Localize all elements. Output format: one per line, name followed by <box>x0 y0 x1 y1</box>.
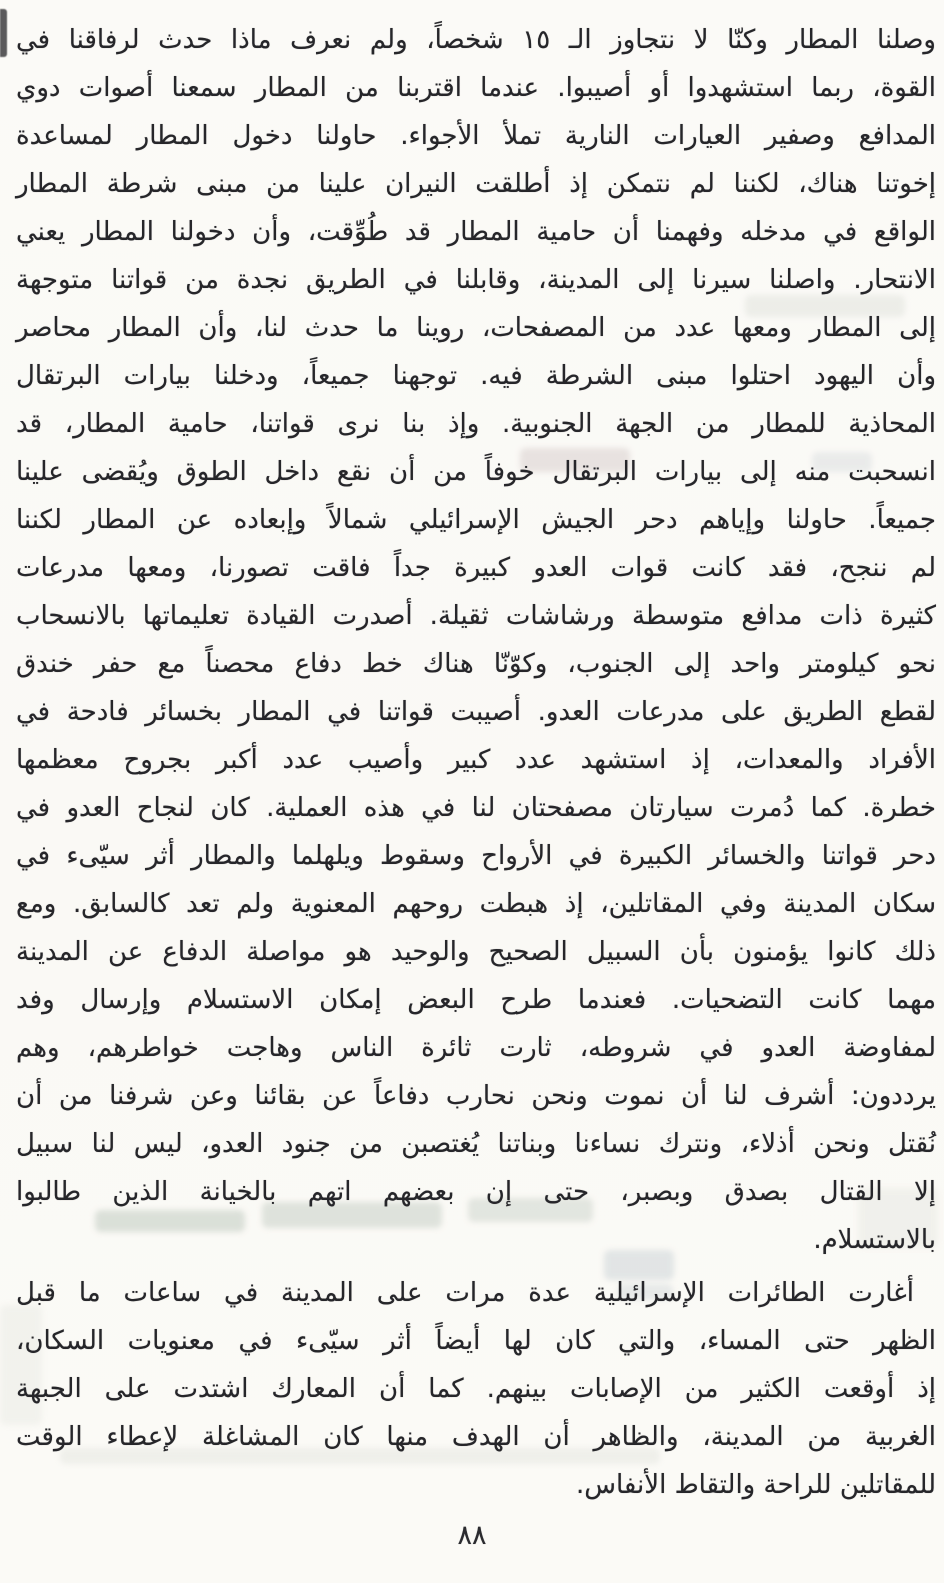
scan-edge-artifact <box>0 9 7 57</box>
text-line: إذ أوقعت الكثير من الإصابات بينهم. كما أن المعارك اشتدت على الجبهة <box>16 1374 936 1404</box>
text-line: كثيرة ذات مدافع متوسطة ورشاشات ثقيلة. أصدرت القيادة تعليماتها بالانسحاب <box>16 601 936 631</box>
text-line: الانتحار. واصلنا سيرنا إلى المدينة، وقابلنا في الطريق نجدة من قواتنا متوجهة <box>16 265 936 295</box>
text-line: خطرة. كما دُمرت سيارتان مصفحتان لنا في هذه العملية. كان لنجاح العدو في <box>16 793 936 823</box>
text-line: دحر قواتنا والخسائر الكبيرة في الأرواح وسقوط ويلهلما والمطار أثر سيّىء في <box>16 841 936 871</box>
text-line: جميعاً. حاولنا وإياهم دحر الجيش الإسرائيلي شمالاً وإبعاده عن المطار لكننا <box>16 505 936 535</box>
text-line: أغارت الطائرات الإسرائيلية عدة مرات على المدينة في ساعات ما قبل <box>16 1278 914 1308</box>
text-line: وأن اليهود احتلوا مبنى الشرطة فيه. توجهنا جميعاً، ودخلنا بيارات البرتقال <box>16 361 936 391</box>
text-line: إخوتنا هناك، لكننا لم نتمكن إذ أطلقت النيران علينا من مبنى شرطة المطار <box>16 169 936 199</box>
body-text <box>16 16 936 1509</box>
text-line: ذلك كانوا يؤمنون بأن السبيل الصحيح والوحيد هو مواصلة الدفاع عن المدينة <box>16 937 936 967</box>
text-line: لقطع الطريق على مدرعات العدو. أصيبت قواتنا في المطار بخسائر فادحة في <box>16 697 936 727</box>
text-line: الواقع في مدخله وفهمنا أن حامية المطار قد طُوِّقت، وأن دخولنا المطار يعني <box>16 217 936 247</box>
text-line: سكان المدينة وفي المقاتلين، إذ هبطت روحهم المعنوية ولم تعد كالسابق. ومع <box>16 889 936 919</box>
text-line: نُقتل ونحن أذلاء، ونترك نساءنا وبناتنا يُغتصبن من جنود العدو، ليس لنا سبيل <box>16 1129 936 1159</box>
text-line: إلى المطار ومعها عدد من المصفحات، روينا ما حدث لنا، وأن المطار محاصر <box>16 313 936 343</box>
text-line: لم ننجح، فقد كانت قوات العدو كبيرة جداً فاقت تصورنا، ومعها مدرعات <box>16 553 936 583</box>
text-line: لمفاوضة العدو في شروطه، ثارت ثائرة الناس وهاجت خواطرهم، وهم <box>16 1033 936 1063</box>
text-line: مهما كانت التضحيات. فعندما طرح البعض إمكان الاستسلام وإرسال وفد <box>16 985 936 1015</box>
paragraph <box>16 16 936 1264</box>
text-line: بالاستسلام. <box>813 1225 936 1255</box>
text-line: المحاذية للمطار من الجهة الجنوبية. وإذ بنا نرى قواتنا، حامية المطار، قد <box>16 409 936 439</box>
text-line: الأفراد والمعدات، إذ استشهد عدد كبير وأصيب عدد أكبر بجروح معظمها <box>16 745 936 775</box>
text-line: إلا القتال بصدق وبصبر، حتى إن بعضهم اتهم بالخيانة الذين طالبوا <box>16 1177 936 1207</box>
text-line: يرددون: أشرف لنا أن نموت ونحن نحارب دفاعاً عن بقائنا وعن شرفنا من أن <box>16 1081 936 1111</box>
text-line: القوة، ربما استشهدوا أو أصيبوا. عندما اقتربنا من المطار سمعنا أصوات دوي <box>16 73 936 103</box>
text-line: للمقاتلين للراحة والتقاط الأنفاس. <box>575 1470 936 1500</box>
text-line: انسحبت منه إلى بيارات البرتقال خوفاً من أن نقع داخل الطوق ويُقضى علينا <box>16 457 936 487</box>
text-line: الغربية من المدينة، والظاهر أن الهدف منها كان المشاغلة لإعطاء الوقت <box>16 1422 936 1452</box>
paragraph <box>16 1269 936 1509</box>
text-line: وصلنا المطار وكنّا لا نتجاوز الـ ١٥ شخصاً، ولم نعرف ماذا حدث لرفاقنا في <box>16 25 936 55</box>
text-line: نحو كيلومتر واحد إلى الجنوب، وكوّنّا هناك خط دفاع محصناً مع حفر خندق <box>16 649 936 679</box>
page-number: ٨٨ <box>457 1520 487 1551</box>
text-line: الظهر حتى المساء، والتي كان لها أيضاً أثر سيّىء في معنويات السكان، <box>16 1326 936 1356</box>
text-line: المدافع وصفير العيارات النارية تملأ الأجواء. حاولنا دخول المطار لمساعدة <box>16 121 936 151</box>
